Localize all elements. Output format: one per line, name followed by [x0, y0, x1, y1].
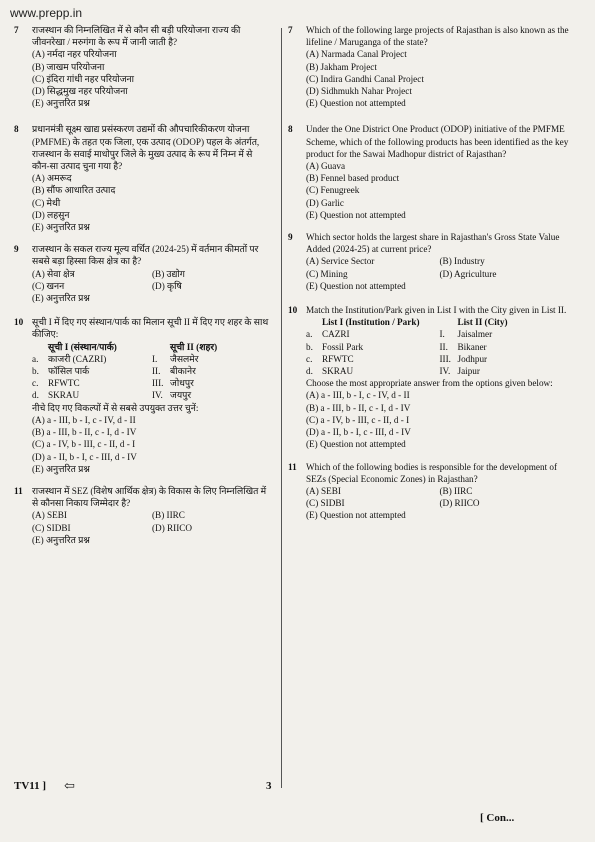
row-letter: b. — [32, 366, 39, 377]
continued-label: [ Con... — [480, 812, 515, 824]
option-b: (B) a - III, b - II, c - I, d - IV — [306, 402, 411, 413]
row-letter: d. — [306, 366, 313, 377]
option-d: (D) Sidhmukh Nahar Project — [306, 86, 412, 97]
site-url: www.prepp.in — [10, 6, 83, 20]
question-number: 11 — [288, 461, 297, 472]
match-table — [32, 341, 272, 402]
option-c: (C) Mining — [306, 268, 348, 279]
option-c: (C) a - IV, b - III, c - II, d - I — [32, 439, 136, 450]
booklet-code: TV11 ] — [14, 780, 47, 792]
option-e: (E) Question not attempted — [306, 439, 406, 450]
row-item: SKRAU — [322, 366, 354, 377]
option-b: (B) उद्योग — [152, 268, 185, 279]
english-question-11 — [288, 461, 573, 522]
option-b: (B) जाखम परियोजना — [32, 61, 105, 72]
row-item: RFWTC — [322, 353, 354, 364]
question-number: 7 — [14, 25, 19, 35]
question-text: Which of the following bodies is responsible for the development of SEZs (Special Economic Zones) in Rajasthan? — [306, 461, 558, 484]
option-e: (E) अनुत्तरित प्रश्न — [32, 293, 90, 304]
option-e: (E) Question not attempted — [306, 209, 406, 220]
english-question-10 — [288, 304, 573, 450]
options-grid — [32, 509, 272, 533]
hindi-question-8 — [14, 123, 272, 233]
row-item: CAZRI — [322, 329, 350, 340]
question-number: 9 — [288, 232, 293, 243]
instruction: Choose the most appropriate answer from the options given below: — [306, 378, 553, 389]
option-d: (D) लहसुन — [32, 209, 70, 220]
option-d: (D) Agriculture — [439, 268, 497, 279]
hindi-column — [14, 24, 272, 554]
page-number: 3 — [266, 780, 272, 792]
row-numeral: I. — [439, 329, 445, 340]
option-a: (A) SEBI — [306, 485, 341, 496]
option-b: (B) Jakham Project — [306, 61, 377, 72]
question-text: सूची I में दिए गए संस्थान/पार्क का मिलान सूची II में दिए गए शहर के साथ कीजिए: — [32, 317, 269, 340]
option-d: (D) RIICO — [439, 498, 480, 509]
row-letter: c. — [306, 353, 313, 364]
option-a: (A) SEBI — [32, 510, 67, 521]
option-d: (D) Garlic — [306, 197, 345, 208]
options-grid — [306, 485, 573, 509]
options-grid — [32, 268, 272, 292]
match-table — [306, 316, 573, 377]
row-city: Jaisalmer — [457, 329, 493, 340]
row-numeral: II. — [439, 341, 448, 352]
instruction: नीचे दिए गए विकल्पों में से सबसे उपयुक्त उत्तर चुनें: — [32, 402, 199, 413]
left-arrow-icon: ⇦ — [64, 778, 75, 793]
question-text: राजस्थान में SEZ (विशेष आर्थिक क्षेत्र) के विकास के लिए निम्नलिखित में से कौनसा निकाय जिम्मेदार है? — [32, 485, 267, 509]
row-letter: d. — [32, 390, 39, 401]
list1-heading: List I (Institution / Park) — [322, 317, 420, 328]
option-b: (B) सौंफ आधारित उत्पाद — [32, 185, 116, 196]
option-d: (D) कृषि — [152, 280, 182, 291]
hindi-question-11 — [14, 485, 272, 546]
row-item: SKRAU — [48, 390, 80, 401]
row-city: Jodhpur — [457, 353, 488, 364]
options-grid — [306, 255, 573, 279]
hindi-question-10 — [14, 316, 272, 475]
option-e: (E) Question not attempted — [306, 280, 406, 291]
row-city: जोधपुर — [170, 378, 194, 389]
list2-heading: List II (City) — [457, 317, 508, 328]
row-numeral: IV. — [152, 390, 163, 401]
english-question-7 — [288, 24, 573, 109]
column-divider — [281, 28, 282, 788]
option-b: (B) Fennel based product — [306, 173, 400, 184]
option-a: (A) Guava — [306, 161, 346, 172]
question-text: प्रधानमंत्री सूक्ष्म खाद्य प्रसंस्करण उद्यमों की औपचारिकीकरण योजना (PMFME) के तहत एक जिला, एक उत्पाद (ODOP) पहल के अंतर्गत, राजस्थान के सवाई माधोपुर जिले के मुख्य उत्पाद के रूप में निम्न में से कौन-सा उत्पाद चुना गया है? — [32, 124, 260, 172]
option-d: (D) a - II, b - I, c - III, d - IV — [306, 427, 411, 438]
option-c: (C) SIDBI — [306, 498, 345, 509]
row-numeral: IV. — [439, 366, 451, 377]
question-number: 11 — [14, 485, 23, 496]
option-b: (B) a - III, b - II, c - I, d - IV — [32, 427, 137, 438]
option-a: (A) a - III, b - I, c - IV, d - II — [306, 390, 410, 401]
row-numeral: II. — [152, 366, 161, 377]
option-e: (E) Question not attempted — [306, 98, 406, 109]
question-number: 8 — [288, 124, 293, 135]
option-a: (A) नर्मदा नहर परियोजना — [32, 49, 117, 60]
option-b: (B) IIRC — [439, 485, 473, 496]
english-column — [288, 24, 573, 530]
question-text: राजस्थान की निम्नलिखित में से कौन सी बड़ी परियोजना राज्य की जीवनरेखा / मरुगंगा के रूप में जानी जाती है? — [32, 25, 241, 48]
option-c: (C) इंदिरा गांधी नहर परियोजना — [32, 73, 135, 84]
list1-heading: सूची I (संस्थान/पार्क) — [48, 341, 117, 352]
option-b: (B) IIRC — [152, 510, 185, 521]
row-letter: c. — [32, 378, 39, 389]
question-number: 8 — [14, 124, 19, 135]
hindi-question-9 — [14, 243, 272, 304]
question-number: 9 — [14, 244, 19, 255]
row-city: जैसलमेर — [170, 353, 199, 364]
option-c: (C) Indira Gandhi Canal Project — [306, 73, 424, 84]
option-e: (E) Question not attempted — [306, 510, 406, 521]
option-d: (D) सिद्धमुख नहर परियोजना — [32, 86, 128, 97]
option-a: (A) Service Sector — [306, 256, 375, 267]
row-item: काजरी (CAZRI) — [48, 353, 107, 364]
option-c: (C) a - IV, b - III, c - II, d - I — [306, 414, 410, 425]
option-b: (B) Industry — [439, 256, 485, 267]
row-numeral: I. — [152, 353, 158, 364]
row-city: Bikaner — [457, 341, 487, 352]
row-letter: a. — [306, 329, 313, 340]
option-c: (C) SIDBI — [32, 522, 71, 533]
question-number: 10 — [288, 305, 298, 316]
option-a: (A) अमरूद — [32, 173, 72, 184]
option-d: (D) RIICO — [152, 522, 193, 533]
option-c: (C) Fenugreek — [306, 185, 360, 196]
option-e: (E) अनुत्तरित प्रश्न — [32, 463, 90, 474]
option-a: (A) a - III, b - I, c - IV, d - II — [32, 414, 136, 425]
row-city: जयपुर — [170, 390, 192, 401]
question-number: 10 — [14, 317, 24, 328]
question-text: राजस्थान के सकल राज्य मूल्य वर्धित (2024-25) में वर्तमान कीमतों पर सबसे बड़ा हिस्सा किस क्षेत्र का है? — [32, 244, 259, 267]
option-e: (E) अनुत्तरित प्रश्न — [32, 534, 90, 545]
question-text: Which sector holds the largest share in Rajasthan's Gross State Value Added (2024-25) at current price? — [306, 232, 560, 255]
option-e: (E) अनुत्तरित प्रश्न — [32, 222, 90, 233]
option-c: (C) मेथी — [32, 197, 61, 208]
english-question-8 — [288, 123, 573, 221]
row-item: फॉसिल पार्क — [48, 366, 90, 377]
hindi-question-7 — [14, 24, 272, 109]
option-d: (D) a - II, b - I, c - III, d - IV — [32, 451, 137, 462]
option-a: (A) Narmada Canal Project — [306, 49, 407, 60]
question-text: Match the Institution/Park given in List I with the City given in List II. — [306, 305, 567, 316]
list2-heading: सूची II (शहर) — [170, 341, 218, 352]
row-item: Fossil Park — [322, 341, 364, 352]
option-e: (E) अनुत्तरित प्रश्न — [32, 98, 90, 109]
row-item: RFWTC — [48, 378, 80, 389]
row-city: Jaipur — [457, 366, 480, 377]
row-numeral: III. — [152, 378, 164, 389]
option-c: (C) खनन — [32, 280, 65, 291]
english-question-9 — [288, 231, 573, 292]
row-city: बीकानेर — [170, 366, 196, 377]
question-text: Which of the following large projects of Rajasthan is also known as the lifeline / Maruganga of the state? — [306, 25, 569, 48]
option-a: (A) सेवा क्षेत्र — [32, 268, 75, 279]
row-letter: a. — [32, 353, 39, 364]
question-number: 7 — [288, 25, 293, 35]
question-text: Under the One District One Product (ODOP) initiative of the PMFME Scheme, which of the following products has been identified as the key product for the Sawai Madhopur district of Rajasthan? — [306, 124, 569, 159]
row-letter: b. — [306, 341, 313, 352]
row-numeral: III. — [439, 353, 451, 364]
